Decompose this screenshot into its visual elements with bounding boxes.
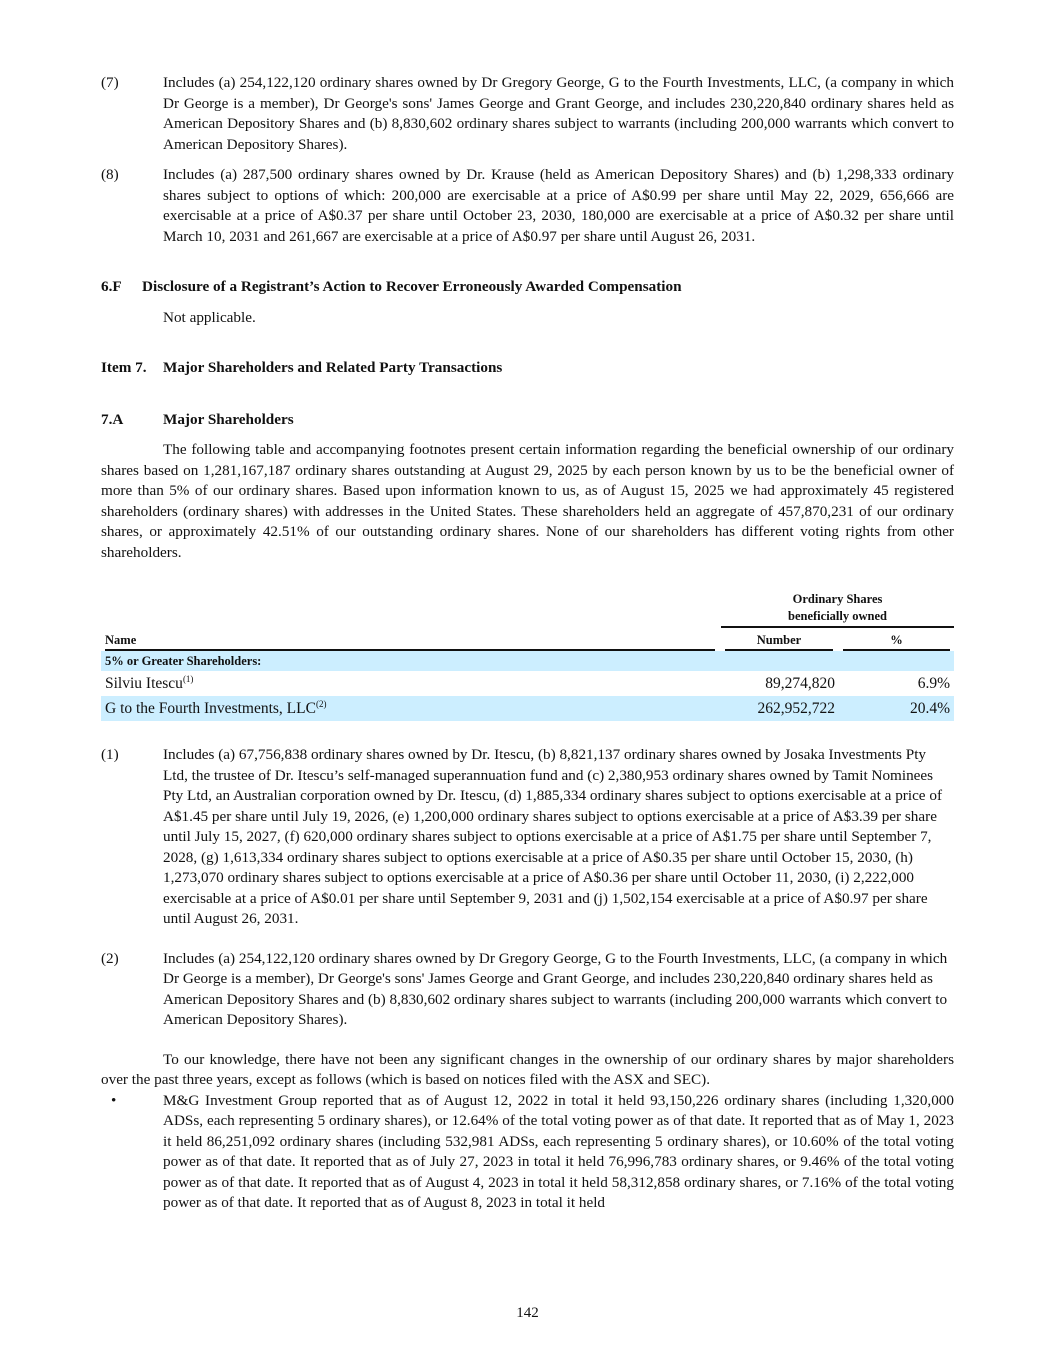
ownership-changes-paragraph: To our knowledge, there have not been any significant changes in the ownership of our ordinary shares by major shareholders over the past three years, except as follows (which is based on notices filed with the ASX and SEC).: [101, 1050, 954, 1088]
table-row: [101, 671, 954, 696]
section-label: 7.A: [101, 410, 124, 428]
footnote-number: (8): [101, 166, 119, 183]
group-header-line2: beneficially owned: [788, 608, 887, 623]
footnote-text: Includes (a) 287,500 ordinary shares owned by Dr. Krause (held as American Depository Shares) and (b) 1,298,333 ordinary shares subject to options of which: 200,000 are exercisable at a price of A$0.99 per share until May 22, 2029, 656,666 are exercisable at a price of A$0.37 per share until October 23, 2030, 180,000 are exercisable at a price of A$0.32 per share until March 10, 2031 and 261,667 are exercisable at a price of A$0.97 per share until August 26, 2031.: [163, 166, 954, 245]
shareholder-name: G to the Fourth Investments, LLC: [105, 700, 316, 717]
footnote-8: [101, 165, 954, 247]
shares-percent: 20.4%: [839, 696, 954, 721]
shareholder-name: Silviu Itescu: [105, 675, 183, 692]
footnote-7: [101, 73, 954, 155]
column-header-name: Name: [105, 631, 715, 651]
item-title: Major Shareholders and Related Party Transactions: [163, 359, 503, 376]
footnote-text: Includes (a) 254,122,120 ordinary shares owned by Dr Gregory George, G to the Fourth Investments, LLC, (a company in which Dr George is a member), Dr George's sons' James George and Grant George, and includes 230,220,840 ordinary shares held as American Depository Shares and (b) 8,830,602 ordinary shares subject to warrants (including 200,000 warrants which convert to American Depository Shares).: [163, 74, 954, 153]
item-7-heading: [101, 358, 954, 379]
bullet-text: M&G Investment Group reported that as of August 12, 2022 in total it held 93,150,226 ordinary shares (including 1,320,000 ADSs, each representing 5 ordinary shares), or 12.64% of the total voting power as of that date. It reported that as of May 1, 2023 it held 86,251,092 ordinary shares (including 532,981 ADSs, each representing 5 ordinary shares), or 10.60% of the total voting power as of that date. It reported that as of July 27, 2023 in total it held 76,996,783 ordinary shares, or 9.46% of the total voting power as of that date. It reported that as of August 4, 2023 in total it held 58,312,858 ordinary shares, or 7.16% of the total voting power as of that date. It reported that as of August 8, 2023 in total it held: [163, 1091, 954, 1211]
shares-percent: 6.9%: [917, 675, 950, 692]
section-7a-intro: The following table and accompanying footnotes present certain information regarding the beneficial ownership of our ordinary shares based on 1,281,167,187 ordinary shares outstanding at August 29, 2025 by each person known by us to be the beneficial owner of more than 5% of our ordinary shares. Based upon information known to us, as of August 15, 2025 we had approximately 45 registered shareholders (ordinary shares) with addresses in the United States. These shareholders held an aggregate of 457,870,231 of our ordinary shares, or approximately 42.51% of our outstanding ordinary shares. None of our shareholders has different voting rights from other shareholders.: [101, 441, 954, 561]
footnote-text: Includes (a) 67,756,838 ordinary shares owned by Dr. Itescu, (b) 8,821,137 ordinary shares owned by Josaka Investments Pty Ltd, the trustee of Dr. Itescu’s self-managed superannuation fund and (c) 2,380,953 ordinary shares owned by Tamit Nominees Pty Ltd, an Australian corporation owned by Dr. Itescu, (d) 1,885,334 ordinary shares subject to options exercisable at a price of A$1.45 per share until July 19, 2026, (e) 1,200,000 ordinary shares subject to options exercisable at a price of A$3.39 per share until July 15, 2027, (f) 620,000 ordinary shares subject to options exercisable at a price of A$1.75 per share until September 7, 2028, (g) 1,613,334 ordinary shares subject to options exercisable at a price of A$0.35 per share until October 15, 2030, (h) 1,273,070 ordinary shares subject to options exercisable at a price of A$0.36 per share until October 11, 2030, (i) 2,222,000 exercisable at a price of A$0.01 per share until September 9, 2031 and (j) 1,502,154 exercisable at a price of A$0.97 per share until August 26, 2031.: [163, 746, 942, 927]
group-header: [721, 591, 954, 624]
list-item: [39, 1091, 954, 1214]
footnote-ref: (2): [315, 698, 327, 709]
bullet-marker: •: [111, 1091, 117, 1109]
footnote-number: (1): [101, 746, 119, 763]
table-footnote-1: [101, 745, 954, 930]
section-label: 6.F: [101, 278, 122, 295]
major-shareholders-table: [101, 591, 954, 721]
shares-number: 89,274,820: [765, 675, 835, 692]
table-section-row: [101, 651, 954, 671]
section-6f-body: Not applicable.: [163, 308, 256, 326]
section-title: Major Shareholders: [163, 410, 294, 428]
footnote-ref: (1): [182, 673, 194, 684]
footnote-text: Includes (a) 254,122,120 ordinary shares owned by Dr Gregory George, G to the Fourth Investments, LLC, (a company in which Dr George is a member), Dr George's sons' James George and Grant George, and includes 230,220,840 ordinary shares held as American Depository Shares and (b) 8,830,602 ordinary shares subject to warrants (including 200,000 warrants which convert to American Depository Shares).: [163, 949, 948, 1028]
footnote-number: (7): [101, 74, 119, 91]
column-header-percent: %: [843, 631, 950, 651]
shares-number: 262,952,722: [721, 696, 839, 721]
column-header-number: Number: [725, 631, 833, 651]
page-number: 142: [516, 1305, 539, 1321]
section-6f-heading: [101, 277, 954, 298]
section-title: Disclosure of a Registrant’s Action to Recover Erroneously Awarded Compensation: [142, 278, 682, 295]
section-label: 5% or Greater Shareholders:: [101, 651, 954, 671]
footnote-number: (2): [101, 949, 119, 967]
table-footnote-2: [101, 949, 954, 1031]
document-page: [101, 73, 954, 1214]
table-row: [101, 696, 954, 721]
section-7a-heading: [101, 410, 954, 431]
item-label: Item 7.: [101, 359, 147, 376]
group-header-line1: Ordinary Shares: [792, 592, 883, 606]
